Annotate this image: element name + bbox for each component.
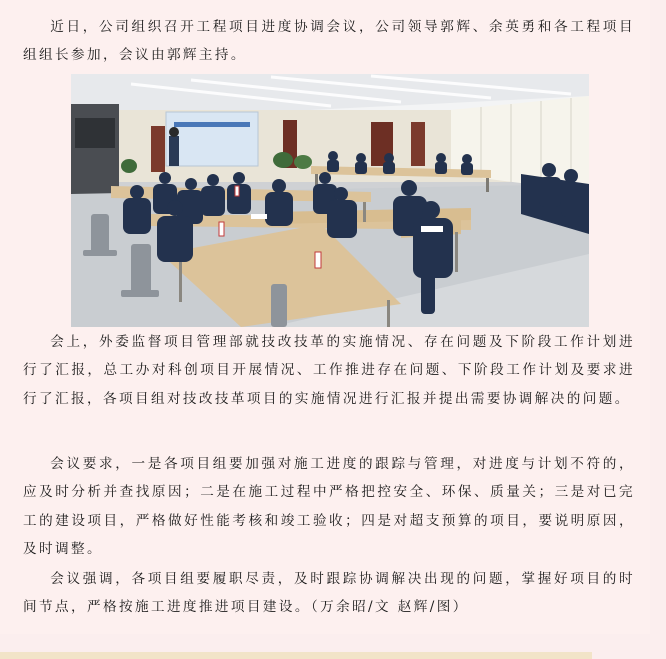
meeting-photo bbox=[71, 74, 589, 327]
paragraph-reports: 会上，外委监督项目管理部就技改技革的实施情况、存在问题及下阶段工作计划进行了汇报，总工办对科创项目开展情况、工作推进存在问题、下阶段工作计划及要求进行了汇报，各项目组对技改技革项目的实施情况进行汇报并提出需要协调解决的问题。 bbox=[23, 334, 635, 407]
bottom-divider-bar bbox=[0, 652, 592, 659]
paragraph-emphasis: 会议强调，各项目组要履职尽责，及时跟踪协调解决出现的问题，掌握好项目的时间节点，严格按施工进度推进项目建设。（万余昭/文 赵辉/图） bbox=[23, 571, 635, 616]
meeting-room-illustration bbox=[71, 74, 589, 327]
paragraph-intro: 近日，公司组织召开工程项目进度协调会议，公司领导郭辉、余英勇和各工程项目组组长参加，会议由郭辉主持。 bbox=[23, 19, 635, 64]
paragraph-requirements: 会议要求，一是各项目组要加强对施工进度的跟踪与管理，对进度与计划不符的，应及时分析并查找原因；二是在施工过程中严格把控安全、环保、质量关；三是对已完工的建设项目，严格做好性能考核和竣工验收；四是对超支预算的项目，要说明原因，及时调整。 bbox=[23, 456, 635, 557]
